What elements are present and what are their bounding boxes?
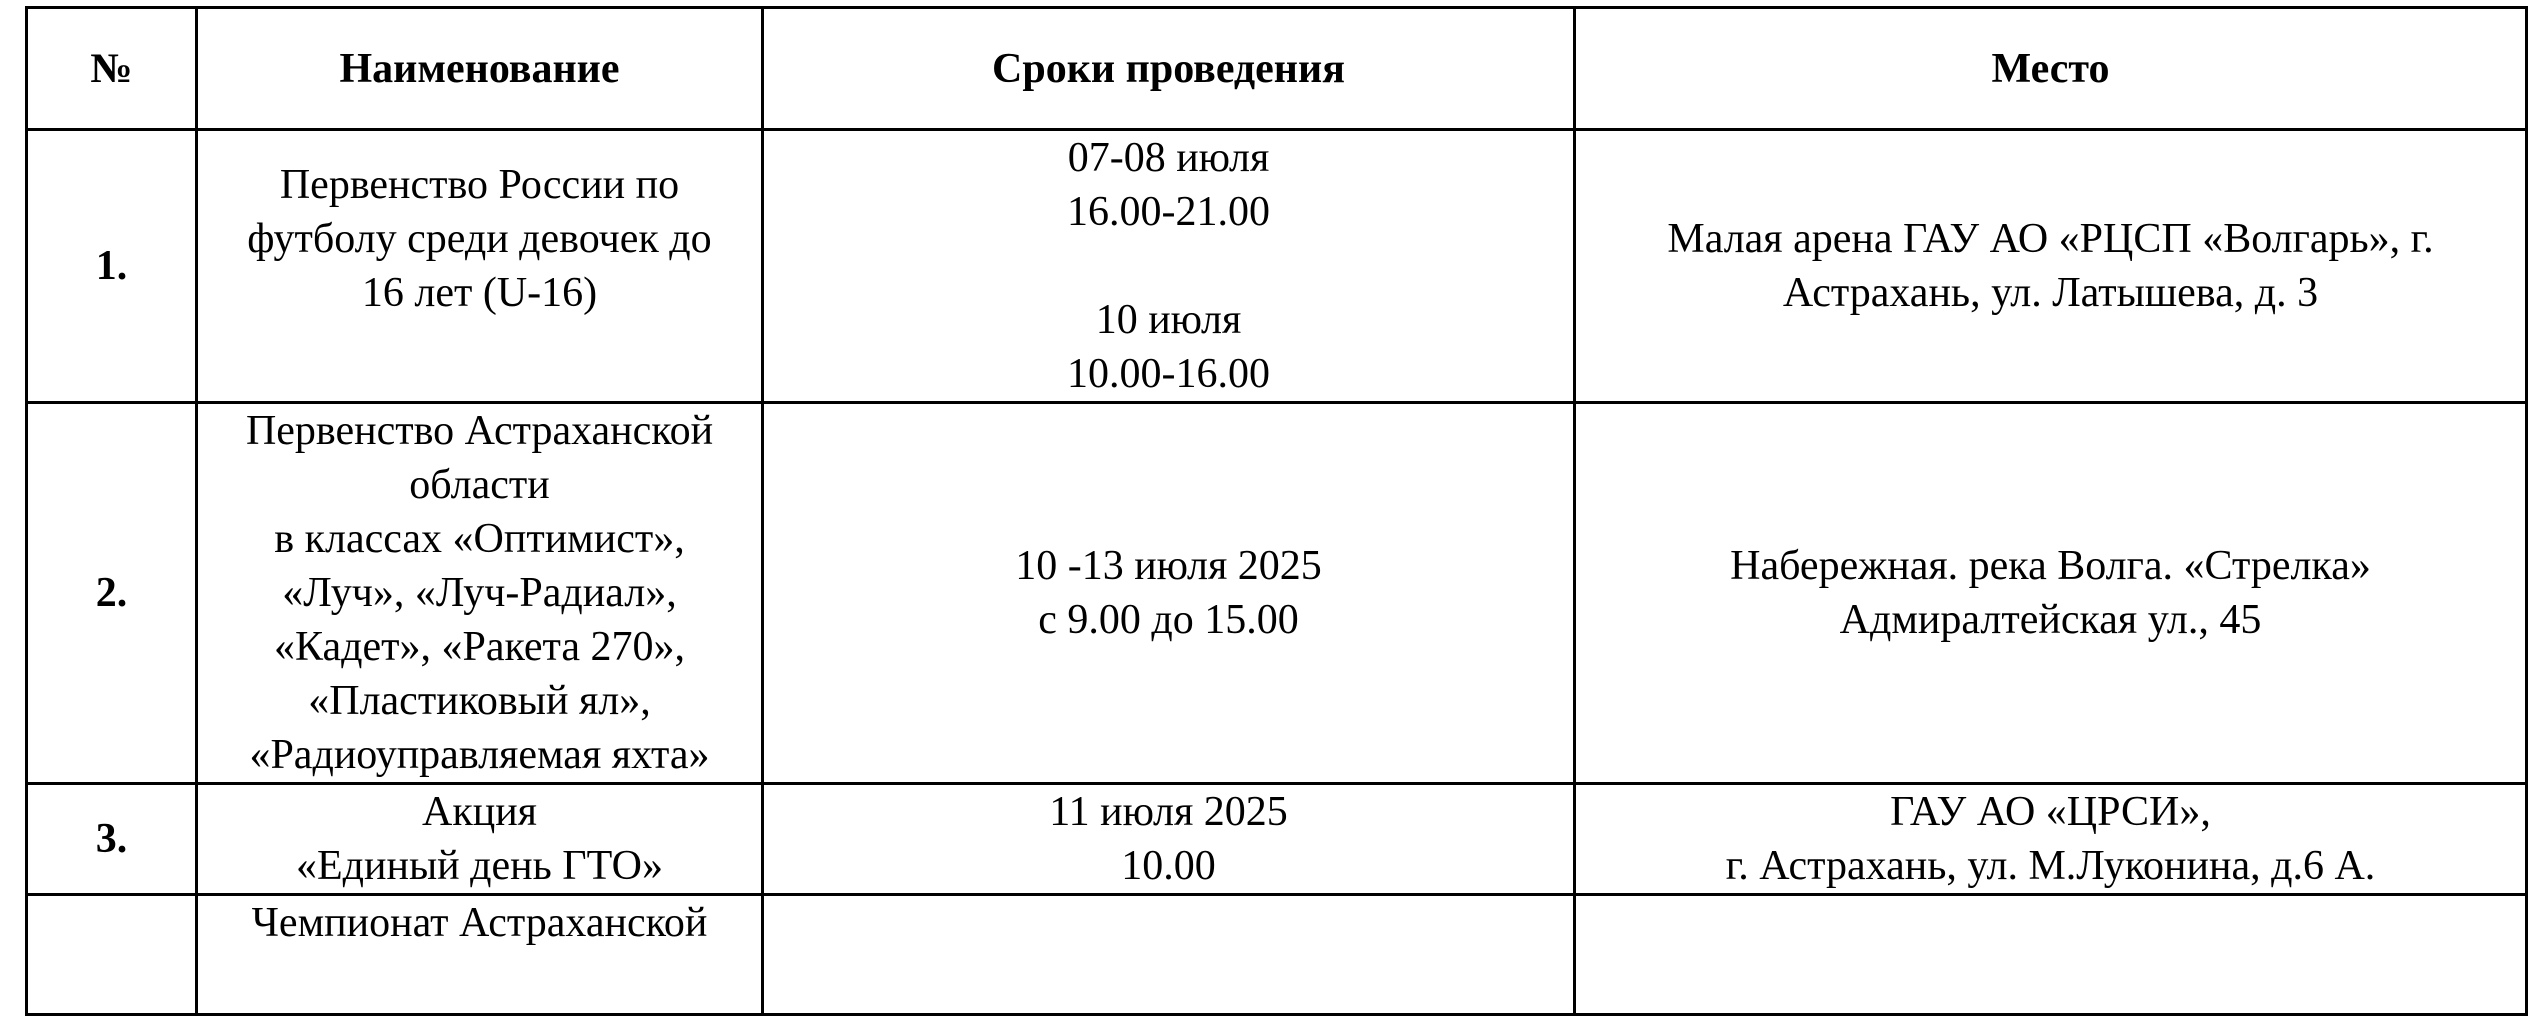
event-place-line: Набережная. река Волга. «Стрелка»	[1730, 543, 2371, 589]
event-place-cell	[1575, 895, 2527, 1015]
event-name-line: в классах «Оптимист»,	[274, 516, 685, 562]
event-time-line: с 9.00 до 15.00	[1038, 597, 1299, 643]
event-date-line: 11 июля 2025	[1049, 789, 1288, 835]
event-name-line: «Пластиковый ял»,	[308, 678, 651, 724]
row-number: 2.	[27, 403, 197, 784]
header-row	[27, 8, 2527, 130]
event-name-cell	[197, 130, 763, 403]
row-number: 1.	[27, 130, 197, 403]
event-time-line: 10.00-16.00	[1067, 351, 1270, 397]
header-place: Место	[1575, 8, 2527, 130]
event-name-line: футболу среди девочек до	[247, 216, 712, 262]
event-name-line: Акция	[421, 789, 537, 835]
table-row	[27, 895, 2527, 1015]
event-dates-cell	[763, 895, 1575, 1015]
event-time-line: 10.00	[1121, 843, 1216, 889]
event-name-line: 16 лет (U-16)	[361, 270, 598, 316]
event-dates-cell	[763, 403, 1575, 784]
event-name-line: «Радиоуправляемая яхта»	[249, 732, 710, 778]
row-number: 3.	[27, 784, 197, 895]
event-name-line: Первенство Астраханской	[245, 408, 714, 454]
event-place-line: Адмиралтейская ул., 45	[1839, 597, 2262, 643]
event-place-cell	[1575, 130, 2527, 403]
event-place-cell	[1575, 403, 2527, 784]
event-name-cell	[197, 403, 763, 784]
event-place-line: ГАУ АО «ЦРСИ»,	[1890, 789, 2211, 835]
row-number	[27, 895, 197, 1015]
event-place-line: Малая арена ГАУ АО «РЦСП «Волгарь», г.	[1667, 216, 2434, 262]
header-name: Наименование	[197, 8, 763, 130]
event-name-line: Первенство России по	[279, 162, 680, 208]
table-row	[27, 403, 2527, 784]
event-name-line: «Луч», «Луч-Радиал»,	[282, 570, 677, 616]
event-place-line: Астрахань, ул. Латышева, д. 3	[1782, 270, 2319, 316]
table-row	[27, 784, 2527, 895]
header-number: №	[27, 8, 197, 130]
event-dates-cell	[763, 130, 1575, 403]
event-place-line: г. Астрахань, ул. М.Луконина, д.6 А.	[1725, 843, 2376, 889]
table-row	[27, 130, 2527, 403]
event-name-line: Чемпионат Астраханской	[251, 900, 708, 946]
event-time-line: 16.00-21.00	[1067, 189, 1270, 235]
schedule-table	[25, 6, 2528, 1016]
event-place-cell	[1575, 784, 2527, 895]
spacer	[208, 320, 751, 374]
event-name-cell	[197, 895, 763, 1015]
event-name-line: «Единый день ГТО»	[295, 843, 664, 889]
event-name-line: «Кадет», «Ракета 270»,	[274, 624, 685, 670]
event-name-line: области	[409, 462, 550, 508]
event-name-cell	[197, 784, 763, 895]
event-dates-cell	[763, 784, 1575, 895]
spacer	[774, 239, 1563, 293]
header-dates: Сроки проведения	[763, 8, 1575, 130]
event-date-line: 10 июля	[1095, 297, 1242, 343]
event-date-line: 07-08 июля	[1067, 135, 1270, 181]
event-date-line: 10 -13 июля 2025	[1015, 543, 1322, 589]
